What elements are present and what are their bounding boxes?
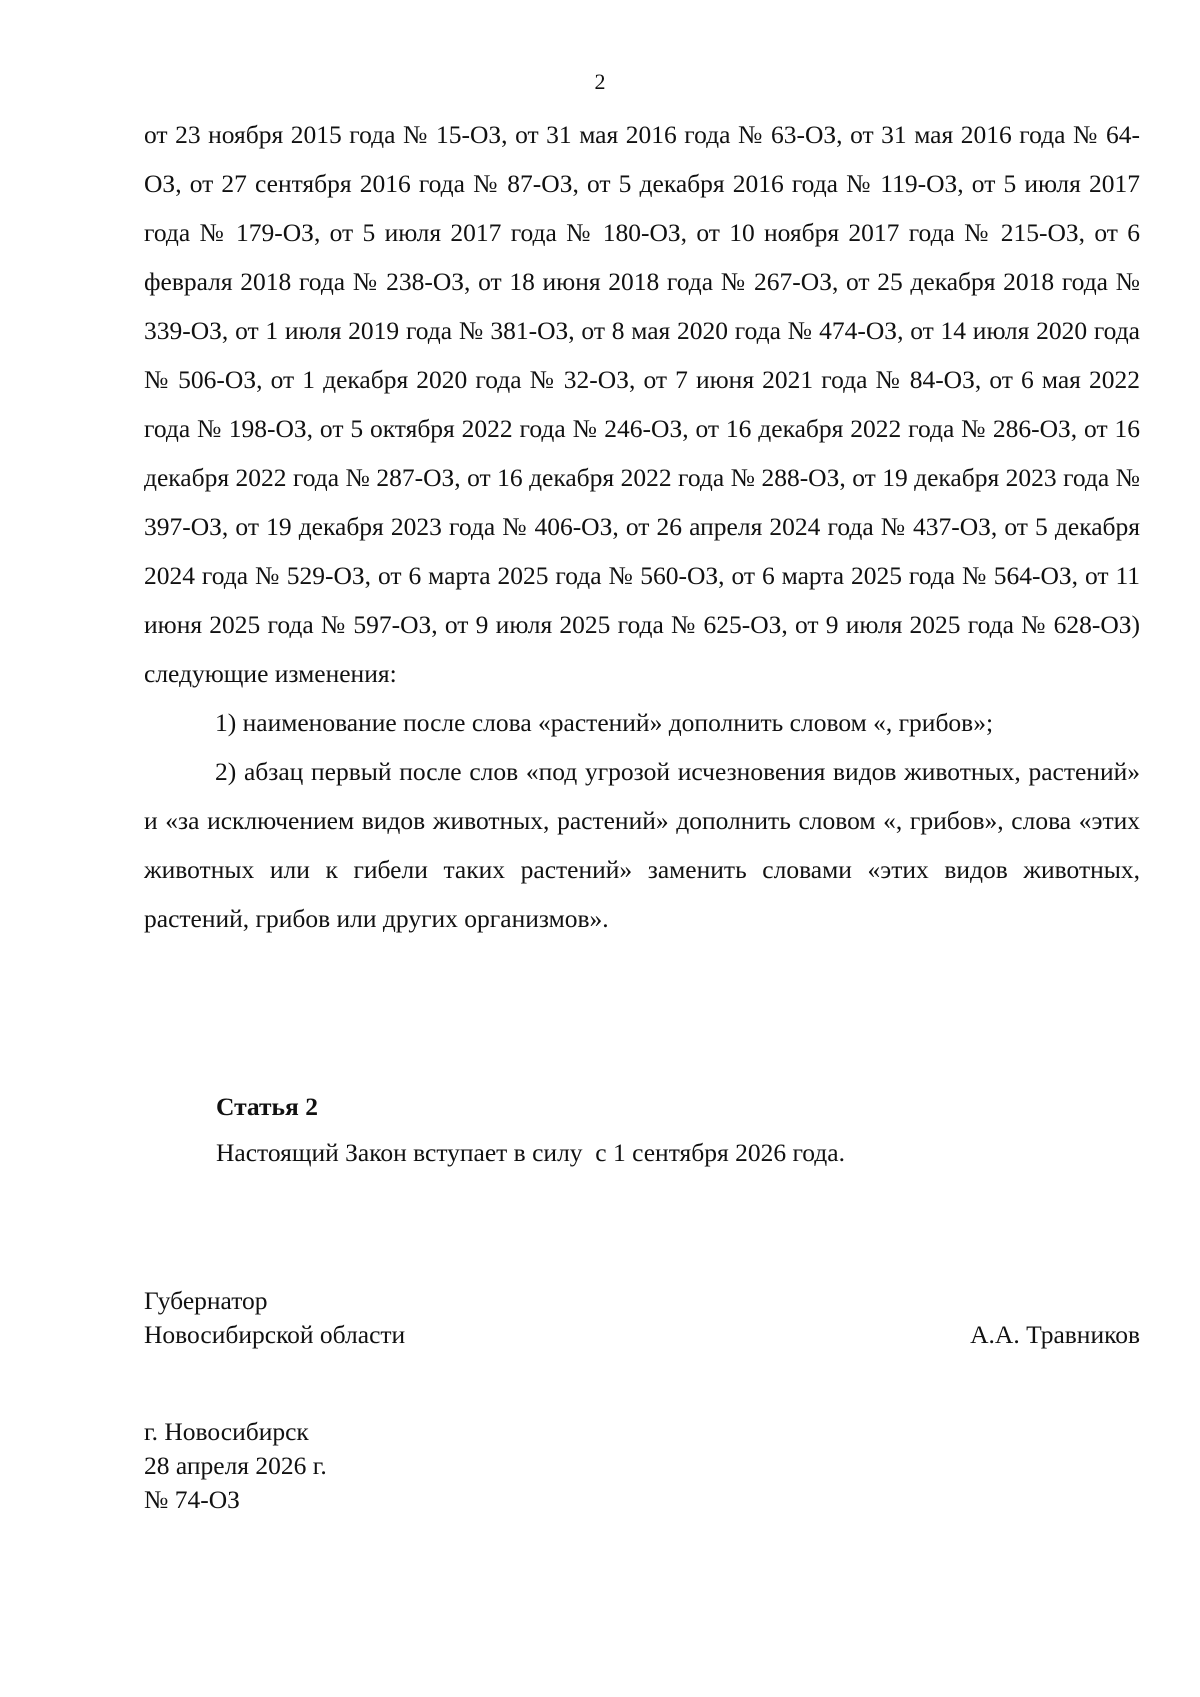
signatory-name: А.А. Травников — [970, 1320, 1140, 1349]
law-number: № 74-ОЗ — [144, 1485, 240, 1514]
position-line-2: Новосибирской области — [144, 1320, 406, 1349]
place-date-block — [144, 1415, 327, 1517]
position-line-1: Губернатор — [144, 1286, 268, 1315]
article-2-heading: Статья 2 — [216, 1092, 318, 1121]
signatory-position — [144, 1284, 405, 1352]
amendments-list-paragraph: от 23 ноября 2015 года № 15-ОЗ, от 31 мая 2016 года № 63-ОЗ, от 31 мая 2016 года № 64-ОЗ, от 27 сентября 2016 года № 87-ОЗ, от 5 декабря 2016 года № 119-ОЗ, от 5 июля 2017 года № 179-ОЗ, от 5 июля 2017 года № 180-ОЗ, от 10 ноября 2017 года № 215-ОЗ, от 6 февраля 2018 года № 238-ОЗ, от 18 июня 2018 года № 267-ОЗ, от 25 декабря 2018 года № 339-ОЗ, от 1 июля 2019 года № 381-ОЗ, от 8 мая 2020 года № 474-ОЗ, от 14 июля 2020 года № 506-ОЗ, от 1 декабря 2020 года № 32-ОЗ, от 7 июня 2021 года № 84-ОЗ, от 6 мая 2022 года № 198-ОЗ, от 5 октября 2022 года № 246-ОЗ, от 16 декабря 2022 года № 286-ОЗ, от 16 декабря 2022 года № 287-ОЗ, от 16 декабря 2022 года № 288-ОЗ, от 19 декабря 2023 года № 397-ОЗ, от 19 декабря 2023 года № 406-ОЗ, от 26 апреля 2024 года № 437-ОЗ, от 5 декабря 2024 года № 529-ОЗ, от 6 марта 2025 года № 560-ОЗ, от 6 марта 2025 года № 564-ОЗ, от 11 июня 2025 года № 597-ОЗ, от 9 июля 2025 года № 625-ОЗ, от 9 июля 2025 года № 628-ОЗ) следующие изменения: — [144, 120, 1140, 688]
article-2-text: Настоящий Закон вступает в силу с 1 сентября 2026 года. — [216, 1138, 845, 1167]
amendment-item-1: 1) наименование после слова «растений» дополнить словом «, грибов»; — [215, 708, 994, 737]
city: г. Новосибирск — [144, 1417, 309, 1446]
amendment-item-2: 2) абзац первый после слов «под угрозой исчезновения видов животных, растений» и «за исключением видов животных, растений» дополнить словом «, грибов», слова «этих животных или к гибели таких растений» заменить словами «этих видов животных, растений, грибов или других организмов». — [144, 757, 1140, 933]
law-date: 28 апреля 2026 г. — [144, 1451, 327, 1480]
page-number: 2 — [594, 69, 606, 94]
article-1-continuation — [144, 110, 1140, 943]
